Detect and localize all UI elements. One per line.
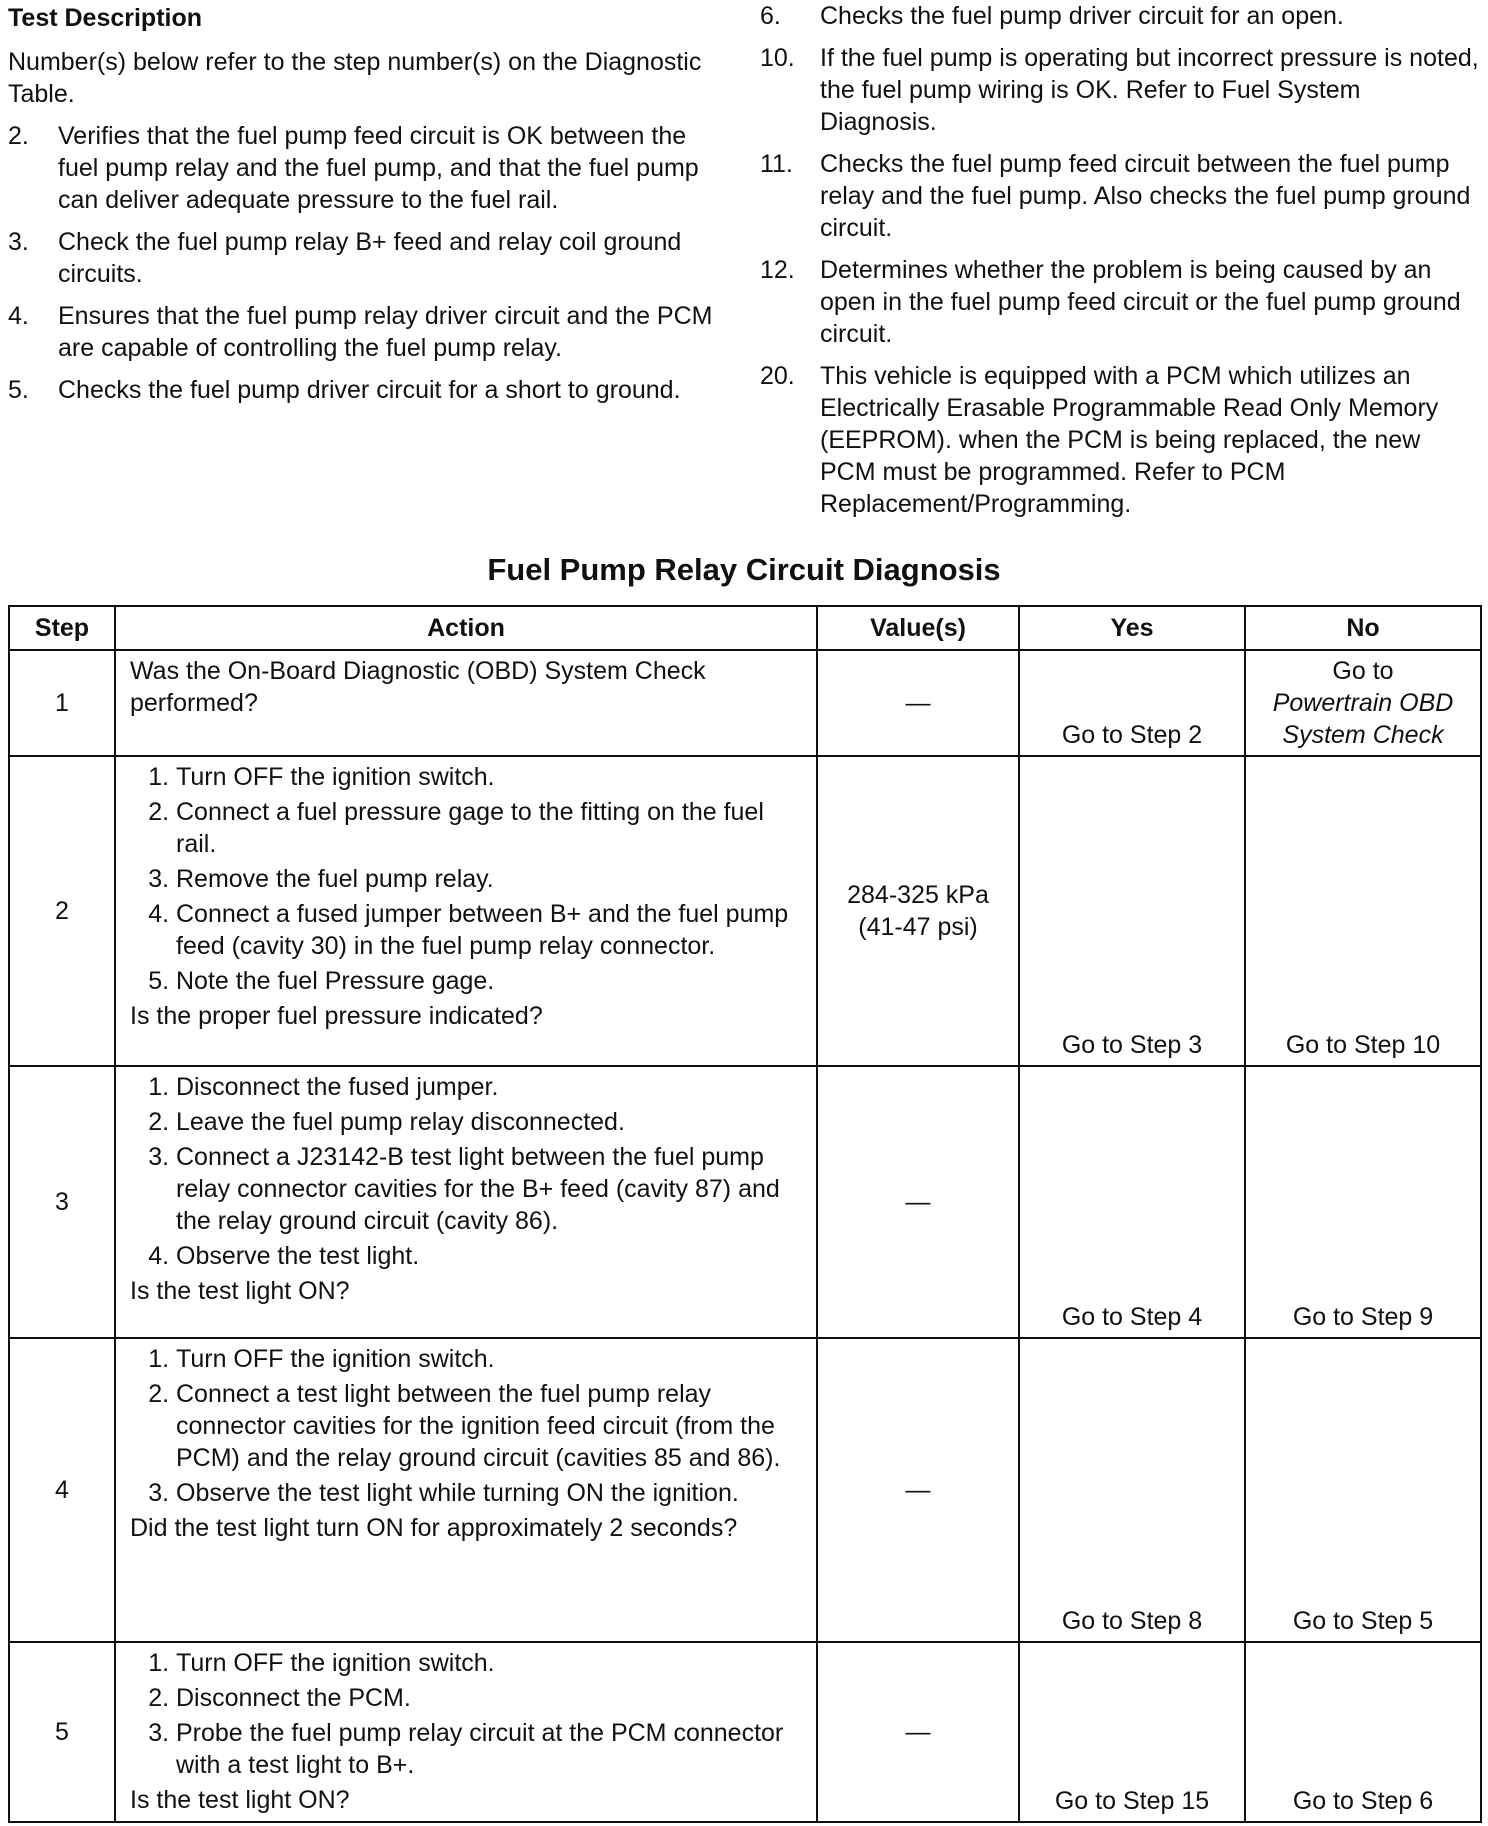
description-item bbox=[8, 120, 728, 216]
header-step: Step bbox=[9, 606, 115, 650]
table-row bbox=[9, 650, 1481, 756]
yes-cell: Go to Step 8 bbox=[1019, 1338, 1245, 1642]
yes-cell: Go to Step 3 bbox=[1019, 756, 1245, 1066]
action-cell bbox=[115, 756, 817, 1066]
description-item bbox=[760, 0, 1480, 32]
action-cell bbox=[115, 1066, 817, 1338]
table-row bbox=[9, 1066, 1481, 1338]
step-number: 1 bbox=[9, 650, 115, 756]
value-secondary: (41-47 psi) bbox=[858, 913, 978, 941]
action-step: 1. Disconnect the fused jumper. bbox=[176, 1071, 802, 1103]
description-item-number: 4. bbox=[8, 302, 29, 330]
no-cell-prefix: Go to bbox=[1332, 657, 1394, 685]
test-description-right-column bbox=[760, 0, 1480, 530]
yes-cell: Go to Step 4 bbox=[1019, 1066, 1245, 1338]
description-item-number: 10. bbox=[760, 44, 795, 72]
table-row bbox=[9, 756, 1481, 1066]
no-cell: Go to Step 9 bbox=[1245, 1066, 1481, 1338]
description-item bbox=[8, 226, 728, 290]
action-step: 1. Turn OFF the ignition switch. bbox=[176, 1343, 802, 1375]
action-steps bbox=[130, 1071, 802, 1272]
header-yes: Yes bbox=[1019, 606, 1245, 650]
action-steps bbox=[130, 1343, 802, 1509]
description-item-text: Verifies that the fuel pump feed circuit is OK between the fuel pump relay and the fuel pump, and that the fuel pump can deliver adequate pressure to the fuel rail. bbox=[58, 122, 699, 214]
test-description-intro: Number(s) below refer to the step number(s) on the Diagnostic Table. bbox=[8, 48, 702, 108]
action-steps bbox=[130, 761, 802, 997]
value-cell: — bbox=[817, 650, 1019, 756]
value-cell bbox=[817, 756, 1019, 1066]
value-cell: — bbox=[817, 1338, 1019, 1642]
description-item-text: This vehicle is equipped with a PCM which utilizes an Electrically Erasable Programmable Read Only Memory (EEPROM). when the PCM is being replaced, the new PCM must be programmed. Refer to PCM Replacement/Programming. bbox=[820, 362, 1439, 518]
action-step: 3. Remove the fuel pump relay. bbox=[176, 863, 802, 895]
step-number: 4 bbox=[9, 1338, 115, 1642]
header-no: No bbox=[1245, 606, 1481, 650]
step-number: 2 bbox=[9, 756, 115, 1066]
description-item-number: 20. bbox=[760, 362, 795, 390]
description-item-text: Determines whether the problem is being caused by an open in the fuel pump feed circuit or the fuel pump ground circuit. bbox=[820, 256, 1461, 348]
no-cell bbox=[1245, 650, 1481, 756]
action-question: Is the test light ON? bbox=[130, 1277, 350, 1305]
description-item bbox=[760, 360, 1480, 520]
step-number: 3 bbox=[9, 1066, 115, 1338]
action-question: Was the On-Board Diagnostic (OBD) System Check performed? bbox=[130, 657, 706, 717]
no-cell: Go to Step 5 bbox=[1245, 1338, 1481, 1642]
action-cell bbox=[115, 1338, 817, 1642]
table-row bbox=[9, 1642, 1481, 1822]
value-cell: — bbox=[817, 1066, 1019, 1338]
action-step: 2. Connect a fuel pressure gage to the fitting on the fuel rail. bbox=[176, 796, 802, 860]
action-step: 2. Disconnect the PCM. bbox=[176, 1682, 802, 1714]
action-step: 4. Connect a fused jumper between B+ and the fuel pump feed (cavity 30) in the fuel pump relay connector. bbox=[176, 898, 802, 962]
action-step: 3. Connect a J23142-B test light between the fuel pump relay connector cavities for the B+ feed (cavity 87) and the relay ground circuit (cavity 86). bbox=[176, 1141, 802, 1237]
action-step: 1. Turn OFF the ignition switch. bbox=[176, 1647, 802, 1679]
description-item-text: If the fuel pump is operating but incorrect pressure is noted, the fuel pump wiring is OK. Refer to Fuel System Diagnosis. bbox=[820, 44, 1479, 136]
description-item bbox=[760, 42, 1480, 138]
description-item bbox=[8, 300, 728, 364]
test-description-heading: Test Description bbox=[8, 4, 203, 32]
description-item bbox=[760, 254, 1480, 350]
value-primary: 284-325 kPa bbox=[847, 881, 989, 909]
description-item-number: 11. bbox=[760, 150, 793, 178]
header-values: Value(s) bbox=[817, 606, 1019, 650]
no-cell: Go to Step 6 bbox=[1245, 1642, 1481, 1822]
step-number: 5 bbox=[9, 1642, 115, 1822]
description-item-text: Checks the fuel pump feed circuit between the fuel pump relay and the fuel pump. Also checks the fuel pump ground circuit. bbox=[820, 150, 1471, 242]
action-steps bbox=[130, 1647, 802, 1781]
action-step: 5. Note the fuel Pressure gage. bbox=[176, 965, 802, 997]
header-action: Action bbox=[115, 606, 817, 650]
action-question: Is the proper fuel pressure indicated? bbox=[130, 1002, 543, 1030]
action-step: 3. Probe the fuel pump relay circuit at the PCM connector with a test light to B+. bbox=[176, 1717, 802, 1781]
action-step: 4. Observe the test light. bbox=[176, 1240, 802, 1272]
test-description-left-column bbox=[8, 0, 728, 416]
yes-cell: Go to Step 2 bbox=[1019, 650, 1245, 756]
description-item bbox=[8, 374, 728, 406]
description-item-text: Checks the fuel pump driver circuit for a short to ground. bbox=[58, 376, 681, 404]
description-item-text: Check the fuel pump relay B+ feed and relay coil ground circuits. bbox=[58, 228, 682, 288]
table-title: Fuel Pump Relay Circuit Diagnosis bbox=[487, 552, 1001, 587]
yes-cell: Go to Step 15 bbox=[1019, 1642, 1245, 1822]
description-item-text: Ensures that the fuel pump relay driver circuit and the PCM are capable of controlling the fuel pump relay. bbox=[58, 302, 713, 362]
action-cell bbox=[115, 1642, 817, 1822]
diagnosis-table bbox=[8, 605, 1482, 1823]
description-item-number: 3. bbox=[8, 228, 29, 256]
table-header-row bbox=[9, 606, 1481, 650]
action-step: 1. Turn OFF the ignition switch. bbox=[176, 761, 802, 793]
action-question: Is the test light ON? bbox=[130, 1786, 350, 1814]
action-cell bbox=[115, 650, 817, 756]
table-row bbox=[9, 1338, 1481, 1642]
description-item-number: 2. bbox=[8, 122, 29, 150]
description-item-text: Checks the fuel pump driver circuit for an open. bbox=[820, 2, 1344, 30]
value-cell: — bbox=[817, 1642, 1019, 1822]
action-step: 3. Observe the test light while turning ON the ignition. bbox=[176, 1477, 802, 1509]
action-step: 2. Leave the fuel pump relay disconnected. bbox=[176, 1106, 802, 1138]
description-item-number: 5. bbox=[8, 376, 29, 404]
no-cell: Go to Step 10 bbox=[1245, 756, 1481, 1066]
no-cell-reference: Powertrain OBD System Check bbox=[1272, 689, 1454, 749]
description-item-number: 12. bbox=[760, 256, 795, 284]
action-question: Did the test light turn ON for approximately 2 seconds? bbox=[130, 1514, 738, 1542]
description-item bbox=[760, 148, 1480, 244]
action-step: 2. Connect a test light between the fuel pump relay connector cavities for the ignition feed circuit (from the PCM) and the relay ground circuit (cavities 85 and 86). bbox=[176, 1378, 802, 1474]
description-item-number: 6. bbox=[760, 2, 781, 30]
